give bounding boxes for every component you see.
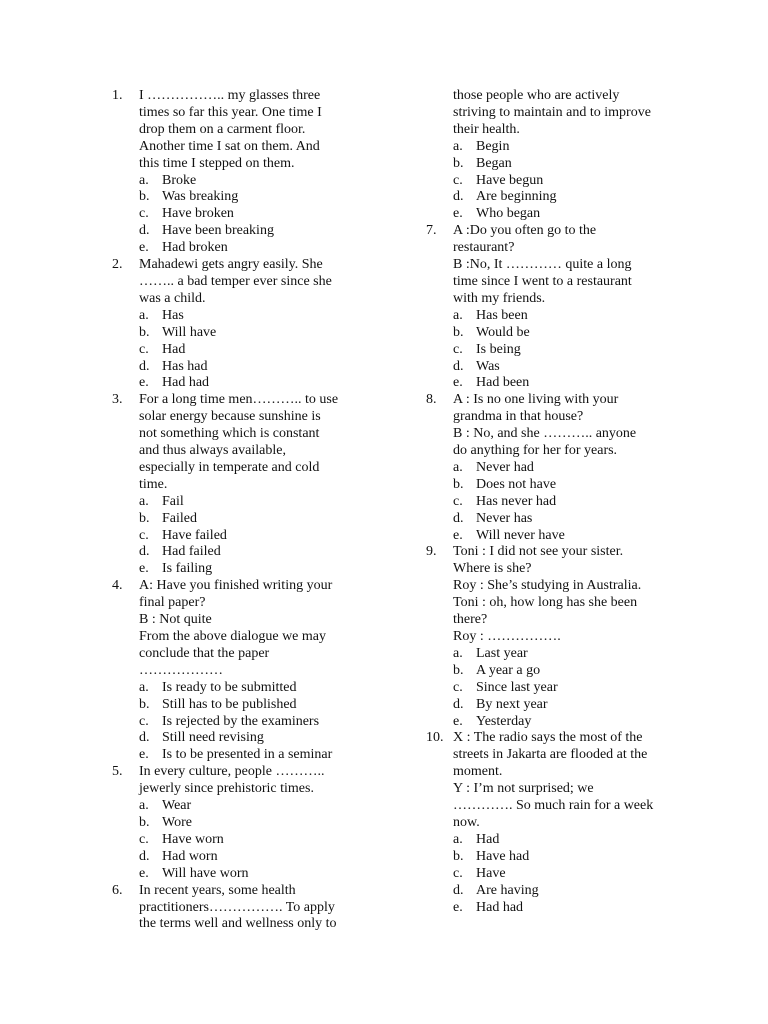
question-10 [426,730,688,916]
option-letter: b. [453,476,464,492]
option-letter: c. [139,341,149,357]
option-text: Would be [476,324,530,340]
answer-option[interactable] [453,173,688,190]
option-text: Begin [476,138,510,154]
option-text: Was [476,358,500,374]
answer-options [453,308,688,393]
answer-options [453,832,688,917]
option-letter: a. [139,493,149,509]
question-6 [112,883,374,934]
option-letter: a. [453,831,463,847]
question-1 [112,88,374,257]
question-text-line: restaurant? [453,240,515,256]
option-text: Have broken [162,206,234,222]
option-letter: e. [453,713,463,729]
option-text: Was breaking [162,189,239,205]
answer-option[interactable] [139,866,374,883]
answer-option[interactable] [453,342,688,359]
question-text-line: and thus always available, [139,443,286,459]
option-letter: e. [139,375,149,391]
option-text: Had had [162,375,210,391]
question-text-line: conclude that the paper [139,645,270,661]
question-text-line: In every culture, people ……….. [139,764,325,780]
option-text: Have failed [162,527,227,543]
option-letter: b. [139,189,150,205]
question-text-line: B :No, It ………… quite a long [453,257,632,273]
answer-option[interactable] [139,173,374,190]
question-number: 5. [112,764,123,780]
answer-options [139,798,374,883]
option-text: Had [476,831,500,847]
option-letter: d. [453,189,464,205]
option-text: Have [476,865,506,881]
option-text: Wore [162,814,192,830]
answer-option[interactable] [453,900,688,917]
answer-option[interactable] [453,139,688,156]
question-9 [426,544,688,730]
question-text-line: times so far this year. One time I [139,104,322,120]
question-7 [426,223,688,392]
option-text: Is to be presented in a seminar [162,747,333,763]
option-letter: c. [453,172,463,188]
question-number: 9. [426,544,437,560]
option-text: Still need revising [162,730,264,746]
question-text-line: jewerly since prehistoric times. [139,781,314,797]
answer-option[interactable] [453,359,688,376]
answer-option[interactable] [453,156,688,173]
answer-option[interactable] [453,206,688,223]
answer-option[interactable] [139,730,374,747]
answer-option[interactable] [139,544,374,561]
option-text: Has never had [476,493,557,509]
answer-options [139,308,374,393]
question-text-line: In recent years, some health [139,882,296,898]
answer-option[interactable] [139,697,374,714]
option-letter: e. [453,899,463,915]
option-text: Will have worn [162,865,249,881]
question-text-line: this time I stepped on them. [139,155,295,171]
option-text: Have been breaking [162,223,274,239]
answer-option[interactable] [139,308,374,325]
question-text-line: Mahadewi gets angry easily. She [139,257,323,273]
option-text: Wear [162,798,192,814]
question-text-line: striving to maintain and to improve [453,104,651,120]
option-text: Last year [476,645,528,661]
option-letter: c. [139,206,149,222]
answer-option[interactable] [453,832,688,849]
question-text-line: there? [453,612,488,628]
answer-options [453,646,688,731]
answer-option[interactable] [453,849,688,866]
option-text: Never has [476,510,533,526]
question-text-line: Where is she? [453,561,532,577]
answer-option[interactable] [453,866,688,883]
answer-option[interactable] [139,815,374,832]
answer-option[interactable] [453,189,688,206]
question-text-line: Roy : ……………. [453,629,561,644]
question-8 [426,392,688,544]
question-text-line: time. [139,476,168,492]
question-number: 7. [426,223,437,239]
option-text: Failed [162,510,197,526]
question-text-line: with my friends. [453,290,546,306]
option-letter: b. [139,324,150,340]
option-letter: b. [453,155,464,171]
answer-option[interactable] [139,206,374,223]
answer-option[interactable] [139,240,374,257]
option-text: Have begun [476,172,544,188]
option-text: By next year [476,696,548,712]
answer-option[interactable] [453,494,688,511]
option-letter: b. [453,848,464,864]
option-letter: b. [139,510,150,526]
answer-option[interactable] [453,528,688,545]
question-text-line: do anything for her for years. [453,443,618,459]
option-letter: c. [453,493,463,509]
option-letter: a. [453,307,463,323]
option-letter: c. [453,679,463,695]
question-text-line: not something which is constant [139,426,320,442]
question-text-line: X : The radio says the most of the [453,730,643,746]
question-text-line: A: Have you finished writing your [139,578,333,594]
option-letter: a. [139,679,149,695]
question-text-line: was a child. [139,290,206,306]
option-letter: e. [453,527,463,543]
answer-option[interactable] [453,646,688,663]
option-text: Had worn [162,848,218,864]
option-text: Still has to be published [162,696,297,712]
question-number: 4. [112,578,123,594]
option-letter: a. [139,798,149,814]
answer-option[interactable] [139,849,374,866]
answer-option[interactable] [139,680,374,697]
question-text-line: From the above dialogue we may [139,629,327,644]
option-letter: e. [139,747,149,763]
option-text: Since last year [476,679,558,695]
option-letter: e. [139,865,149,881]
answer-options [139,494,374,579]
option-text: Is rejected by the examiners [162,713,320,729]
question-text-line: the terms well and wellness only to [139,916,337,932]
question-4 [112,578,374,764]
question-text-line: B : No, and she ……….. anyone [453,426,637,442]
option-letter: c. [139,527,149,543]
option-text: Who began [476,206,541,222]
answer-option[interactable] [139,375,374,392]
option-letter: a. [139,172,149,188]
option-text: Have worn [162,831,224,847]
question-number: 8. [426,392,437,408]
question-5 [112,764,374,882]
question-text-line: Toni : I did not see your sister. [453,544,624,560]
question-2 [112,257,374,392]
answer-option[interactable] [453,511,688,528]
question-text-line: Y : I’m not surprised; we [453,781,594,797]
answer-option[interactable] [453,883,688,900]
question-text-line: A :Do you often go to the [453,223,597,239]
answer-option[interactable] [139,359,374,376]
option-letter: d. [453,882,464,898]
option-text: Fail [162,493,184,509]
option-letter: c. [453,865,463,881]
option-text: Had failed [162,544,221,560]
question-text-line: especially in temperate and cold [139,459,320,475]
question-text-line: …….. a bad temper ever since she [139,273,332,289]
question-text-line: grandma in that house? [453,409,584,425]
option-text: Had been [476,375,530,391]
question-text-line: I …………….. my glasses three [139,88,321,103]
question-6-continuation [426,88,688,223]
answer-option[interactable] [453,308,688,325]
option-text: Are beginning [476,189,557,205]
question-text-line: practitioners……………. To apply [139,899,335,915]
question-text-line: Another time I sat on them. And [139,138,320,154]
option-letter: d. [139,730,150,746]
question-text-line: now. [453,814,480,830]
question-number: 10. [426,730,444,746]
question-text-line: A : Is no one living with your [453,392,619,408]
option-text: Began [476,155,512,171]
option-text: A year a go [476,662,541,678]
answer-option[interactable] [139,511,374,528]
question-number: 1. [112,88,123,103]
option-letter: e. [453,375,463,391]
option-text: Had broken [162,240,228,256]
question-text-line: ……………… [139,662,223,678]
option-letter: d. [453,358,464,374]
option-text: Is ready to be submitted [162,679,297,695]
question-number: 2. [112,257,123,273]
option-text: Has [162,307,184,323]
option-letter: e. [453,206,463,222]
option-letter: d. [139,358,150,374]
option-text: Will have [162,324,217,340]
question-text-line: streets in Jakarta are flooded at the [453,747,648,763]
option-letter: a. [453,138,463,154]
answer-options [453,460,688,545]
answer-options [139,173,374,258]
question-number: 6. [112,882,123,898]
question-text-line: solar energy because sunshine is [139,409,321,425]
option-text: Is failing [162,561,213,577]
question-text-line: B : Not quite [139,612,212,628]
option-letter: c. [139,713,149,729]
answer-option[interactable] [139,561,374,578]
option-letter: d. [453,510,464,526]
answer-option[interactable] [453,697,688,714]
question-text-line: final paper? [139,595,206,611]
option-letter: b. [453,662,464,678]
question-text-line: moment. [453,764,503,780]
option-letter: b. [139,814,150,830]
option-letter: a. [139,307,149,323]
option-letter: c. [139,831,149,847]
answer-option[interactable] [139,223,374,240]
option-text: Has been [476,307,528,323]
question-text-line: those people who are actively [453,88,620,103]
option-text: Will never have [476,527,565,543]
right-column [426,88,688,916]
option-letter: d. [453,696,464,712]
option-letter: d. [139,544,150,560]
question-text-line: their health. [453,121,520,137]
option-text: Is being [476,341,521,357]
answer-option[interactable] [139,494,374,511]
option-letter: d. [139,223,150,239]
answer-option[interactable] [139,747,374,764]
option-text: Does not have [476,476,557,492]
question-text-line: drop them on a carment floor. [139,121,306,137]
answer-option[interactable] [453,714,688,731]
question-text-line: …………. So much rain for a week [453,798,654,814]
option-letter: c. [453,341,463,357]
option-text: Had had [476,899,524,915]
answer-option[interactable] [453,680,688,697]
option-text: Broke [162,172,197,188]
option-letter: a. [453,459,463,475]
option-text: Has had [162,358,208,374]
answer-option[interactable] [139,528,374,545]
answer-options [453,139,688,224]
option-letter: b. [139,696,150,712]
left-column [112,88,374,933]
answer-option[interactable] [139,832,374,849]
answer-option[interactable] [453,460,688,477]
option-letter: b. [453,324,464,340]
question-text-line: time since I went to a restaurant [453,273,632,289]
option-text: Yesterday [476,713,532,729]
question-text-line: For a long time men……….. to use [139,392,339,408]
answer-option[interactable] [139,342,374,359]
option-letter: e. [139,561,149,577]
answer-option[interactable] [453,477,688,494]
option-letter: d. [139,848,150,864]
option-text: Had [162,341,186,357]
question-text-line: Toni : oh, how long has she been [453,595,638,611]
option-letter: a. [453,645,463,661]
question-text-line: Roy : She’s studying in Australia. [453,578,642,594]
option-text: Have had [476,848,530,864]
answer-option[interactable] [453,663,688,680]
answer-option[interactable] [139,189,374,206]
question-3 [112,392,374,578]
question-number: 3. [112,392,123,408]
answer-option[interactable] [453,325,688,342]
option-text: Are having [476,882,539,898]
answer-options [139,680,374,765]
answer-option[interactable] [453,375,688,392]
option-text: Never had [476,459,534,475]
answer-option[interactable] [139,714,374,731]
answer-option[interactable] [139,798,374,815]
option-letter: e. [139,240,149,256]
answer-option[interactable] [139,325,374,342]
